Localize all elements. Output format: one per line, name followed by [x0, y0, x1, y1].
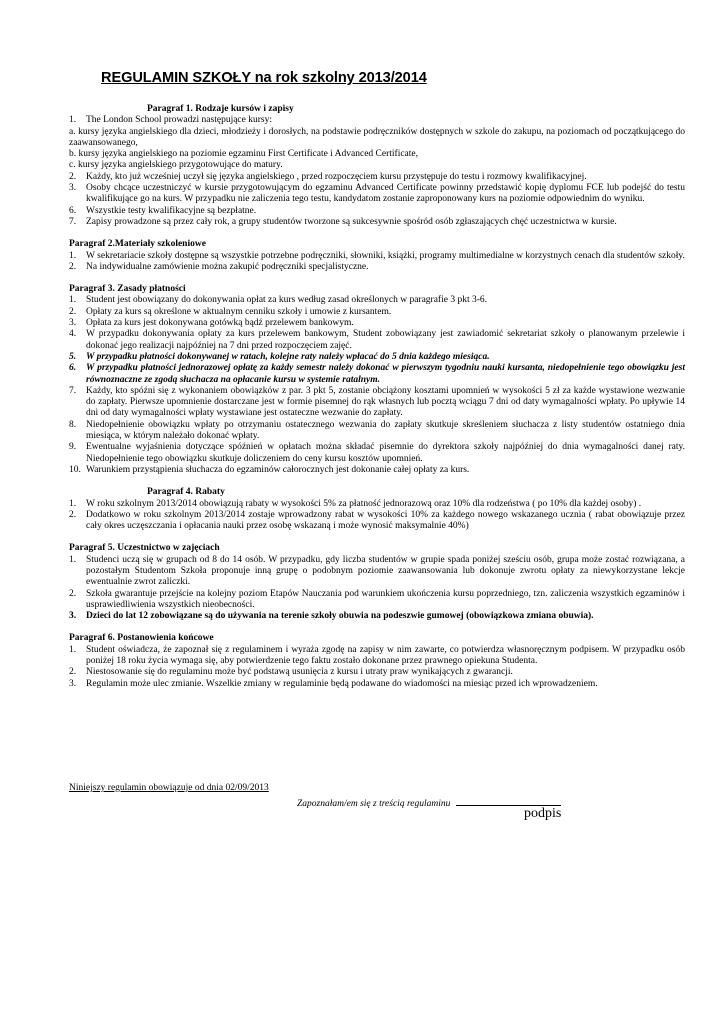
list-item: 10. Warunkiem przystąpienia słuchacza do egzaminów całorocznych jest dokonanie całej opłaty za kurs. — [69, 464, 470, 475]
section-heading: Paragraf 3. Zasady płatności — [69, 284, 186, 295]
list-item: 3. Osoby chcące uczestniczyć w kursie przygotowującym do egzaminu Advanced Certificate powinny przedstawić kopię dyplomu FCE lub podejść do testu kwalifikujące go na kurs. W przypadku nie zaliczenia tego testu, kandydatom zostanie zaproponowany kurs na poziomie odpowiednim do wyniku. — [69, 183, 685, 205]
list-item: 6. W przypadku płatności jednorazowej opłatę za każdy semestr należy dokonać w pierwszym tygodniu nauki kursanta, niedopełnienie tego obowiązku jest równoznaczne ze zgodą słuchacza na opłacanie kursu w systemie ratalnym. — [69, 363, 685, 385]
list-item: 1. W sekretariacie szkoły dostępne są wszystkie potrzebne podręczniki, słowniki, książki, programy multimedialne w korzystnych cenach dla studentów szkoły. — [69, 250, 685, 261]
list-item: 3. Regulamin może ulec zmianie. Wszelkie zmiany w regulaminie będą podawane do wiadomości na miesiąc przed ich wprowadzeniem. — [69, 678, 598, 689]
section-6 — [69, 633, 685, 689]
list-item: b. kursy języka angielskiego na poziomie egzaminu First Certificate i Advanced Certificate, — [69, 149, 419, 160]
list-item: 1. W roku szkolnym 2013/2014 obowiązują rabaty w wysokości 5% za płatność jednorazową oraz 10% dla rodzeństwa ( po 10% dla każdej osoby) . — [69, 498, 642, 509]
list-item: 2. Każdy, kto już wcześniej uczył się języka angielskiego , przed rozpoczęciem kursu przystępuje do testu i rozmowy kwalifikacyjnej. — [69, 171, 587, 182]
section-1 — [69, 104, 685, 228]
section-3 — [69, 284, 685, 476]
list-item: 3. Opłata za kurs jest dokonywana gotówką bądź przelewem bankowym. — [69, 318, 354, 329]
list-item: a. kursy języka angielskiego dla dzieci, młodzieży i dorosłych, na podstawie podręczników dostępnych w szkole do zakupu, na poziomach od początkującego do zaawansowanego, — [69, 126, 685, 148]
list-item: 2. Opłaty za kurs są określone w aktualnym cenniku szkoły i umowie z kursantem. — [69, 306, 392, 317]
document-title: REGULAMIN SZKOŁY na rok szkolny 2013/2014 — [101, 70, 427, 86]
list-item: 9. Ewentualne wyjaśnienia dotyczące spóźnień w opłatach można składać pisemnie do dyrektora szkoły najpóźniej do dnia wymagalności danej raty. Niedopełnienie tego obowiązku skutkuje doliczeniem do ceny kursu kosztów upomnień. — [69, 442, 685, 464]
section-heading: Paragraf 5. Uczestnictwo w zajęciach — [69, 543, 220, 554]
effective-date: Niniejszy regulamin obowiązuje od dnia 02/09/2013 — [69, 783, 269, 793]
list-item: 2. Szkoła gwarantuje przejście na kolejny poziom Etapów Nauczania pod warunkiem ukończenia kursu poprzedniego, tzn. zaliczenia wszystkich egzaminów i usprawiedliwienia wszystkich nieobecności. — [69, 588, 685, 610]
list-item: 2. Dodatkowo w roku szkolnym 2013/2014 zostaje wprowadzony rabat w wysokości 10% za każdego nowego wskazanego ucznia ( rabat obowiązuje przez cały okres uczęszczania i opłacania nauki przez osobę wskazaną i może wynosić maksymalnie 40%) — [69, 509, 685, 532]
acknowledgment-line — [297, 796, 561, 809]
section-heading: Paragraf 6. Postanowienia końcowe — [69, 633, 214, 644]
section-heading: Paragraf 2.Materiały szkoleniowe — [69, 239, 206, 250]
signature-blank[interactable] — [456, 796, 561, 806]
section-5 — [69, 543, 685, 622]
list-item: c. kursy języka angielskiego przygotowujące do matury. — [69, 160, 283, 171]
list-item: 6. Wszystkie testy kwalifikacyjne są bezpłatne. — [69, 205, 257, 216]
signature-label: podpis — [524, 806, 562, 821]
list-item: 3. Dzieci do lat 12 zobowiązane są do używania na terenie szkoły obuwia na podeszwie gumowej (obowiązkowa zmiana obuwia). — [69, 611, 594, 622]
section-heading: Paragraf 4. Rabaty — [147, 487, 225, 498]
section-2 — [69, 239, 685, 273]
section-heading: Paragraf 1. Rodzaje kursów i zapisy — [147, 104, 294, 114]
list-item: 2. Niestosowanie się do regulaminu może być podstawą usunięcia z kursu i utraty praw wynikających z gwarancji. — [69, 667, 513, 678]
list-item: 1. The London School prowadzi następujące kursy: — [69, 115, 272, 126]
list-item: 1. Student jest obowiązany do dokonywania opłat za kurs według zasad określonych w paragrafie 3 pkt 3-6. — [69, 295, 487, 306]
list-item: 1. Studenci uczą się w grupach od 8 do 14 osób. W przypadku, gdy liczba studentów w grupie spada poniżej sześciu osób, grupa może zostać rozwiązana, a pozostałym Studentom Szkoła proponuje inną grupę o podobnym poziomie zaawansowania lub dokonuje zwrotu opłaty za niewykorzystane lekcje ewentualnie zwrot zaliczki. — [69, 554, 685, 588]
list-item: 1. Student oświadcza, że zapoznał się z regulaminem i wyraża zgodę na zapisy w nim zawarte, co potwierdza własnoręcznym podpisem. W przypadku osób poniżej 18 roku życia wymaga się, aby potwierdzenie tego faktu zostało dokonane przez prawnego opiekuna Studenta. — [69, 644, 685, 667]
acknowledgment-text: Zapoznałam/em się z treścią regulaminu — [297, 799, 451, 809]
section-4 — [69, 487, 685, 532]
list-item: 8. Niedopełnienie obowiązku wpłaty po otrzymaniu ostatecznego wezwania do zapłaty skutkuje skreśleniem słuchacza z listy studentów ostatniego dnia miesiąca, w którym należało dokonać wpłaty. — [69, 419, 685, 442]
document-body — [69, 104, 685, 690]
list-item: 2. Na indywidualne zamówienie można zakupić podręczniki specjalistyczne. — [69, 261, 369, 272]
list-item: 5. W przypadku płatności dokonywanej w ratach, kolejne raty należy wpłacać do 5 dnia każdego miesiąca. — [69, 351, 490, 362]
list-item: 7. Zapisy prowadzone są przez cały rok, a grupy studentów tworzone są sukcesywnie spośród osób zgłaszających chęć uczestnictwa w kursie. — [69, 216, 617, 227]
list-item: 4. W przypadku dokonywania opłaty za kurs przelewem bankowym, Student zobowiązany jest zawiadomić sekretariat szkoły o planowanym przelewie i dokonać jego realizacji najpóźniej na 7 dni przed rozpoczęciem zajęć. — [69, 329, 685, 351]
list-item: 7. Każdy, kto spóźni się z wykonaniem obowiązków z par. 3 pkt 5, zostanie obciążony kosztami upomnień w wysokości 5 zł za każde wystawione wezwanie do zapłaty. Pierwsze upomnienie dostarczane jest w formie pisemnej do rąk własnych lub pocztą wciągu 7 dni od daty wymagalności wpłaty. Po upływie 14 dni od daty wymagalności wpłaty wystawiane jest ostateczne wezwanie do zapłaty. — [69, 385, 685, 419]
